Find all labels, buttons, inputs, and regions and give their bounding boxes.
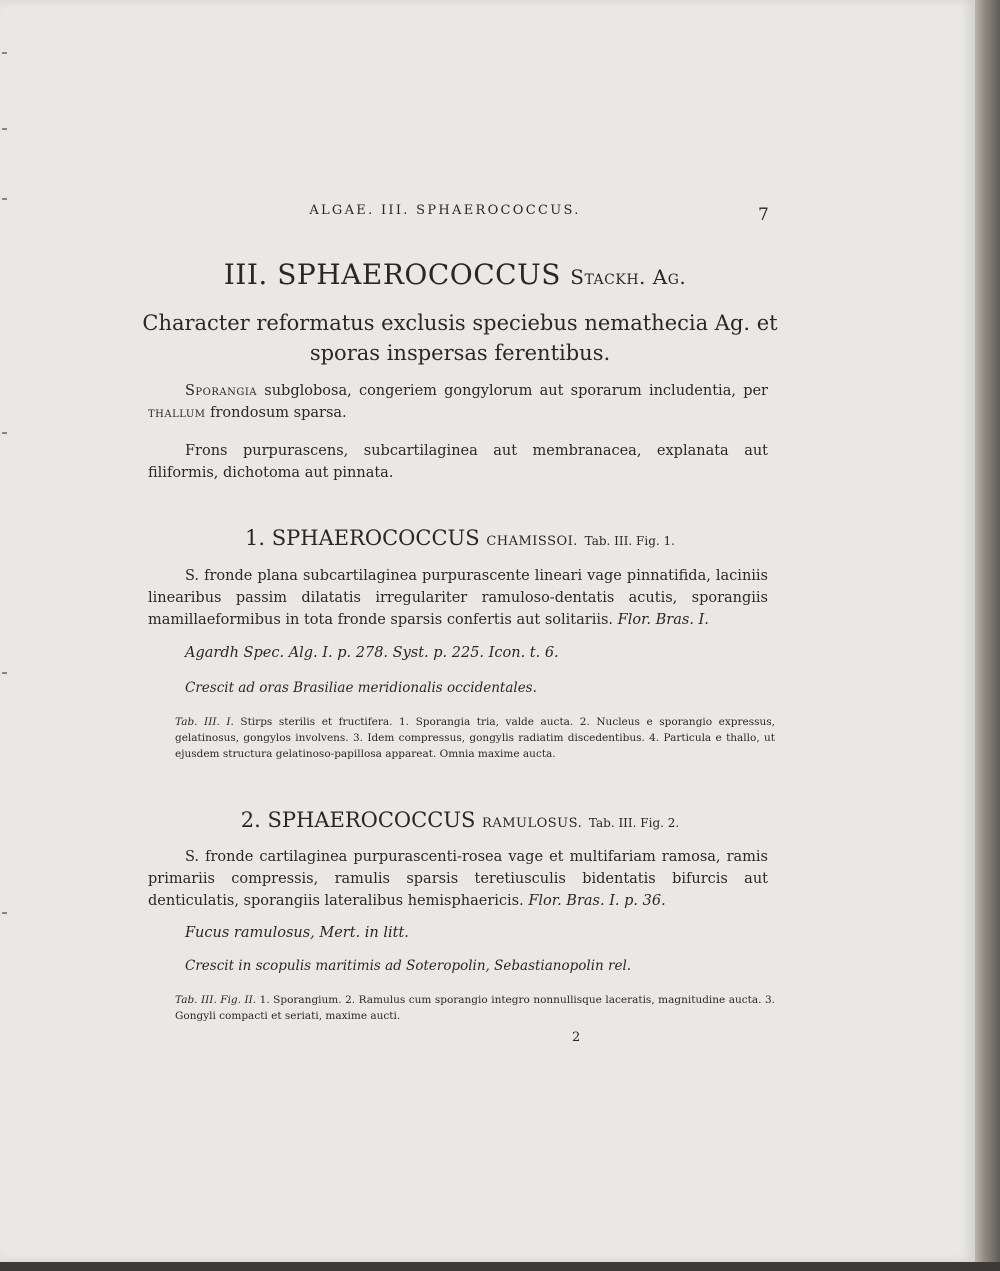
species-1-name: 1. SPHAEROCOCCUS [245,526,480,550]
species-1-tab-ref: Tab. III. Fig. 1. [584,534,675,548]
frons-paragraph: Frons purpurascens, subcartilaginea aut membranacea, explanata aut filiformis, dichotoma aut pinnata. [148,443,768,481]
running-head: ALGAE. III. SPHAEROCOCCUS. [309,203,581,218]
sporangia-paragraph [148,380,768,424]
signature-mark: 2 [572,1030,581,1045]
species-1-epithet: CHAMISSOI. [486,534,578,549]
bottom-edge [0,1262,1000,1271]
species-2-diagnosis-text: S. fronde cartilaginea purpurascenti-rosea vage et multifariam ramosa, ramis primariis compressis, ramulis sparsis teretiusculis bidentatis bifurcis aut denticulatis, sporangiis lateralibus hemisphaericis. [148,849,768,909]
margin-mark [2,432,7,434]
margin-mark [2,912,7,914]
species-2-plate-text: 1. Sporangium. 2. Ramulus cum sporangio integro nonnullisque laceratis, magnitudine aucta. 3. Gongyli compacti et seriati, maxime aucti. [175,994,776,1022]
species-1-diagnosis [148,565,768,631]
species-1-plate-label: Tab. III. I. [175,716,234,728]
species-2-plate-explanation [175,992,775,1024]
sporangia-term: Sporangia [185,383,258,399]
thallum-text: frondosum sparsa. [205,405,347,421]
title-authority: Stackh. Ag. [570,265,687,289]
species-2-plate-label: Tab. III. Fig. II. [175,994,257,1006]
species-1-plate-text: Stirps sterilis et fructifera. 1. Sporangia tria, valde aucta. 2. Nucleus e sporangio expressus, gelatinosus, gongylos involvens. 3. Idem compressus, gongylis radiatim discedentibus. 4. Particula e thallo, ut ejusdem structura gelatinoso-papillosa appareat. Omnia maxime aucta. [175,716,775,760]
margin-mark [2,52,7,54]
species-1-diagnosis-ref: Flor. Bras. I. [617,612,709,628]
species-2-diagnosis-ref: Flor. Bras. I. p. 36. [528,893,666,909]
thallum-term: thallum [148,405,206,421]
species-1-synonym: Agardh Spec. Alg. I. p. 278. Syst. p. 225. Icon. t. 6. [185,645,559,661]
page-title [0,258,910,291]
species-1-heading [0,526,920,550]
title-main: III. SPHAEROCOCCUS [223,258,561,291]
species-1-plate-explanation [175,714,775,762]
margin-mark [2,672,7,674]
sporangia-text: subglobosa, congeriem gongylorum aut sporarum includentia, per [257,383,768,399]
species-1-habitat: Crescit ad oras Brasiliae meridionalis occidentales. [185,680,537,696]
species-2-heading [0,808,920,832]
species-2-tab-ref: Tab. III. Fig. 2. [588,816,680,830]
margin-mark [2,198,7,200]
page-number: 7 [758,205,769,225]
page-edge-shadow [975,0,1000,1271]
species-2-epithet: RAMULOSUS. [482,816,583,831]
species-2-name: 2. SPHAEROCOCCUS [240,808,476,832]
species-2-synonym: Fucus ramulosus, Mert. in litt. [185,925,409,941]
margin-mark [2,128,7,130]
species-2-diagnosis [148,846,768,912]
species-2-habitat: Crescit in scopulis maritimis ad Soteropolin, Sebastianopolin rel. [185,958,632,974]
subtitle: Character reformatus exclusis speciebus nemathecia Ag. et sporas inspersas ferentibus. [142,311,778,365]
species-1-diagnosis-text: S. fronde plana subcartilaginea purpurascente lineari vage pinnatifida, laciniis linearibus passim dilatatis irregulariter ramuloso-dentatis acutis, sporangiis mamillaeformibus in tota fronde sparsis confertis aut solitariis. [148,568,768,628]
